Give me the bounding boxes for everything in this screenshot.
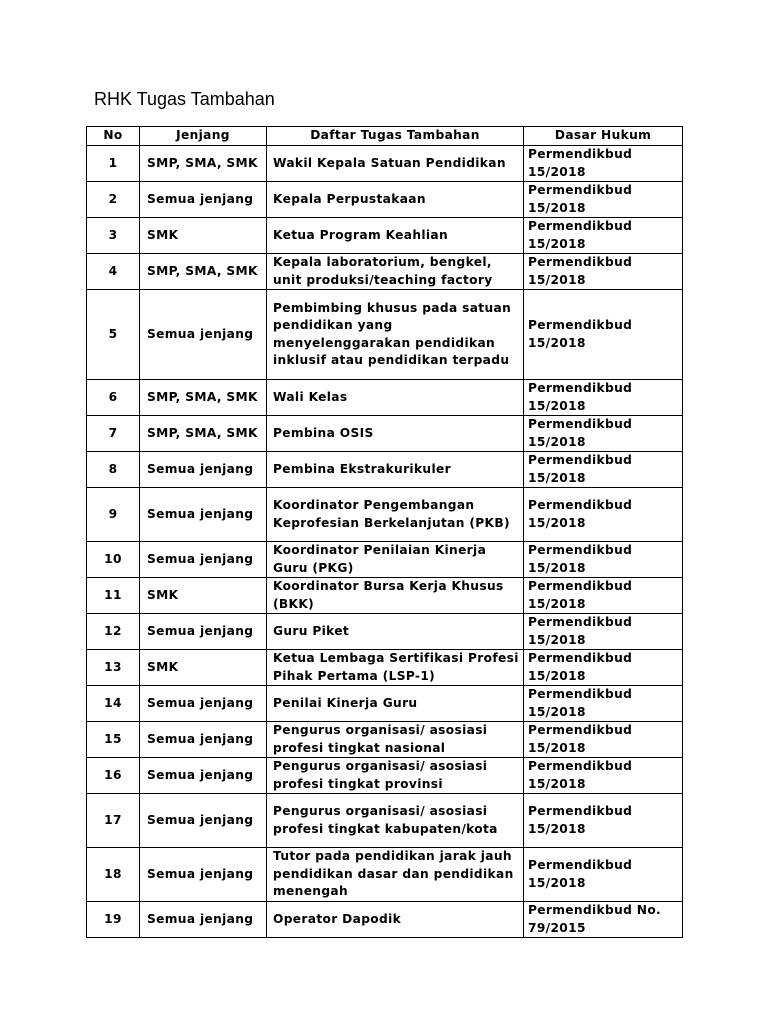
table-row <box>87 758 683 794</box>
table-row <box>87 614 683 650</box>
cell-jenjang: Semua jenjang <box>140 794 267 848</box>
cell-dasar-hukum: Permendikbud 15/2018 <box>524 722 683 758</box>
cell-dasar-hukum: Permendikbud 15/2018 <box>524 758 683 794</box>
table-row <box>87 146 683 182</box>
cell-dasar-hukum: Permendikbud 15/2018 <box>524 686 683 722</box>
header-no: No <box>87 127 140 146</box>
table-row <box>87 290 683 380</box>
cell-jenjang: Semua jenjang <box>140 848 267 902</box>
cell-tugas: Wali Kelas <box>267 380 524 416</box>
table-row <box>87 542 683 578</box>
cell-no: 6 <box>87 380 140 416</box>
cell-tugas: Operator Dapodik <box>267 902 524 938</box>
cell-dasar-hukum: Permendikbud 15/2018 <box>524 182 683 218</box>
cell-tugas: Kepala laboratorium, bengkel, unit produksi/teaching factory <box>267 254 524 290</box>
cell-no: 4 <box>87 254 140 290</box>
table-row <box>87 848 683 902</box>
cell-no: 16 <box>87 758 140 794</box>
table-row <box>87 902 683 938</box>
cell-tugas: Tutor pada pendidikan jarak jauh pendidikan dasar dan pendidikan menengah <box>267 848 524 902</box>
header-jenjang: Jenjang <box>140 127 267 146</box>
cell-dasar-hukum: Permendikbud 15/2018 <box>524 146 683 182</box>
cell-no: 3 <box>87 218 140 254</box>
cell-no: 13 <box>87 650 140 686</box>
cell-jenjang: Semua jenjang <box>140 290 267 380</box>
cell-tugas: Koordinator Penilaian Kinerja Guru (PKG) <box>267 542 524 578</box>
cell-tugas: Guru Piket <box>267 614 524 650</box>
cell-tugas: Pengurus organisasi/ asosiasi profesi tingkat nasional <box>267 722 524 758</box>
cell-no: 11 <box>87 578 140 614</box>
cell-jenjang: SMP, SMA, SMK <box>140 380 267 416</box>
table-row <box>87 182 683 218</box>
table-body <box>87 146 683 938</box>
cell-no: 5 <box>87 290 140 380</box>
cell-no: 12 <box>87 614 140 650</box>
cell-jenjang: Semua jenjang <box>140 542 267 578</box>
cell-tugas: Pembina Ekstrakurikuler <box>267 452 524 488</box>
cell-tugas: Ketua Lembaga Sertifikasi Profesi Pihak Pertama (LSP-1) <box>267 650 524 686</box>
cell-tugas: Koordinator Pengembangan Keprofesian Berkelanjutan (PKB) <box>267 488 524 542</box>
table-row <box>87 452 683 488</box>
cell-dasar-hukum: Permendikbud 15/2018 <box>524 794 683 848</box>
cell-dasar-hukum: Permendikbud 15/2018 <box>524 254 683 290</box>
cell-no: 17 <box>87 794 140 848</box>
cell-jenjang: Semua jenjang <box>140 182 267 218</box>
header-daftar-tugas: Daftar Tugas Tambahan <box>267 127 524 146</box>
cell-dasar-hukum: Permendikbud No. 79/2015 <box>524 902 683 938</box>
cell-jenjang: SMP, SMA, SMK <box>140 416 267 452</box>
cell-dasar-hukum: Permendikbud 15/2018 <box>524 380 683 416</box>
header-dasar-hukum: Dasar Hukum <box>524 127 683 146</box>
cell-no: 8 <box>87 452 140 488</box>
cell-tugas: Kepala Perpustakaan <box>267 182 524 218</box>
table-row <box>87 722 683 758</box>
table-row <box>87 416 683 452</box>
cell-no: 1 <box>87 146 140 182</box>
cell-dasar-hukum: Permendikbud 15/2018 <box>524 290 683 380</box>
cell-jenjang: SMP, SMA, SMK <box>140 146 267 182</box>
table-header-row <box>87 127 683 146</box>
cell-jenjang: SMP, SMA, SMK <box>140 254 267 290</box>
tugas-tambahan-table <box>86 126 683 938</box>
cell-tugas: Pengurus organisasi/ asosiasi profesi tingkat kabupaten/kota <box>267 794 524 848</box>
cell-tugas: Wakil Kepala Satuan Pendidikan <box>267 146 524 182</box>
cell-dasar-hukum: Permendikbud 15/2018 <box>524 614 683 650</box>
cell-jenjang: Semua jenjang <box>140 452 267 488</box>
cell-dasar-hukum: Permendikbud 15/2018 <box>524 488 683 542</box>
table-row <box>87 380 683 416</box>
cell-dasar-hukum: Permendikbud 15/2018 <box>524 578 683 614</box>
cell-no: 7 <box>87 416 140 452</box>
table-row <box>87 488 683 542</box>
cell-dasar-hukum: Permendikbud 15/2018 <box>524 542 683 578</box>
cell-no: 15 <box>87 722 140 758</box>
cell-no: 2 <box>87 182 140 218</box>
table-row <box>87 686 683 722</box>
cell-tugas: Pembimbing khusus pada satuan pendidikan yang menyelenggarakan pendidikan inklusif atau pendidikan terpadu <box>267 290 524 380</box>
cell-dasar-hukum: Permendikbud 15/2018 <box>524 650 683 686</box>
cell-jenjang: SMK <box>140 578 267 614</box>
cell-no: 14 <box>87 686 140 722</box>
cell-jenjang: Semua jenjang <box>140 758 267 794</box>
cell-no: 9 <box>87 488 140 542</box>
table-row <box>87 794 683 848</box>
cell-tugas: Koordinator Bursa Kerja Khusus (BKK) <box>267 578 524 614</box>
cell-no: 18 <box>87 848 140 902</box>
table-row <box>87 578 683 614</box>
cell-tugas: Pengurus organisasi/ asosiasi profesi tingkat provinsi <box>267 758 524 794</box>
cell-no: 10 <box>87 542 140 578</box>
cell-tugas: Ketua Program Keahlian <box>267 218 524 254</box>
cell-jenjang: Semua jenjang <box>140 614 267 650</box>
table-row <box>87 650 683 686</box>
cell-jenjang: Semua jenjang <box>140 488 267 542</box>
table-row <box>87 254 683 290</box>
table-row <box>87 218 683 254</box>
cell-dasar-hukum: Permendikbud 15/2018 <box>524 452 683 488</box>
cell-tugas: Pembina OSIS <box>267 416 524 452</box>
cell-tugas: Penilai Kinerja Guru <box>267 686 524 722</box>
cell-jenjang: SMK <box>140 218 267 254</box>
cell-jenjang: Semua jenjang <box>140 686 267 722</box>
document-title: RHK Tugas Tambahan <box>94 89 275 109</box>
cell-jenjang: SMK <box>140 650 267 686</box>
cell-jenjang: Semua jenjang <box>140 722 267 758</box>
cell-no: 19 <box>87 902 140 938</box>
cell-dasar-hukum: Permendikbud 15/2018 <box>524 416 683 452</box>
cell-jenjang: Semua jenjang <box>140 902 267 938</box>
cell-dasar-hukum: Permendikbud 15/2018 <box>524 848 683 902</box>
cell-dasar-hukum: Permendikbud 15/2018 <box>524 218 683 254</box>
